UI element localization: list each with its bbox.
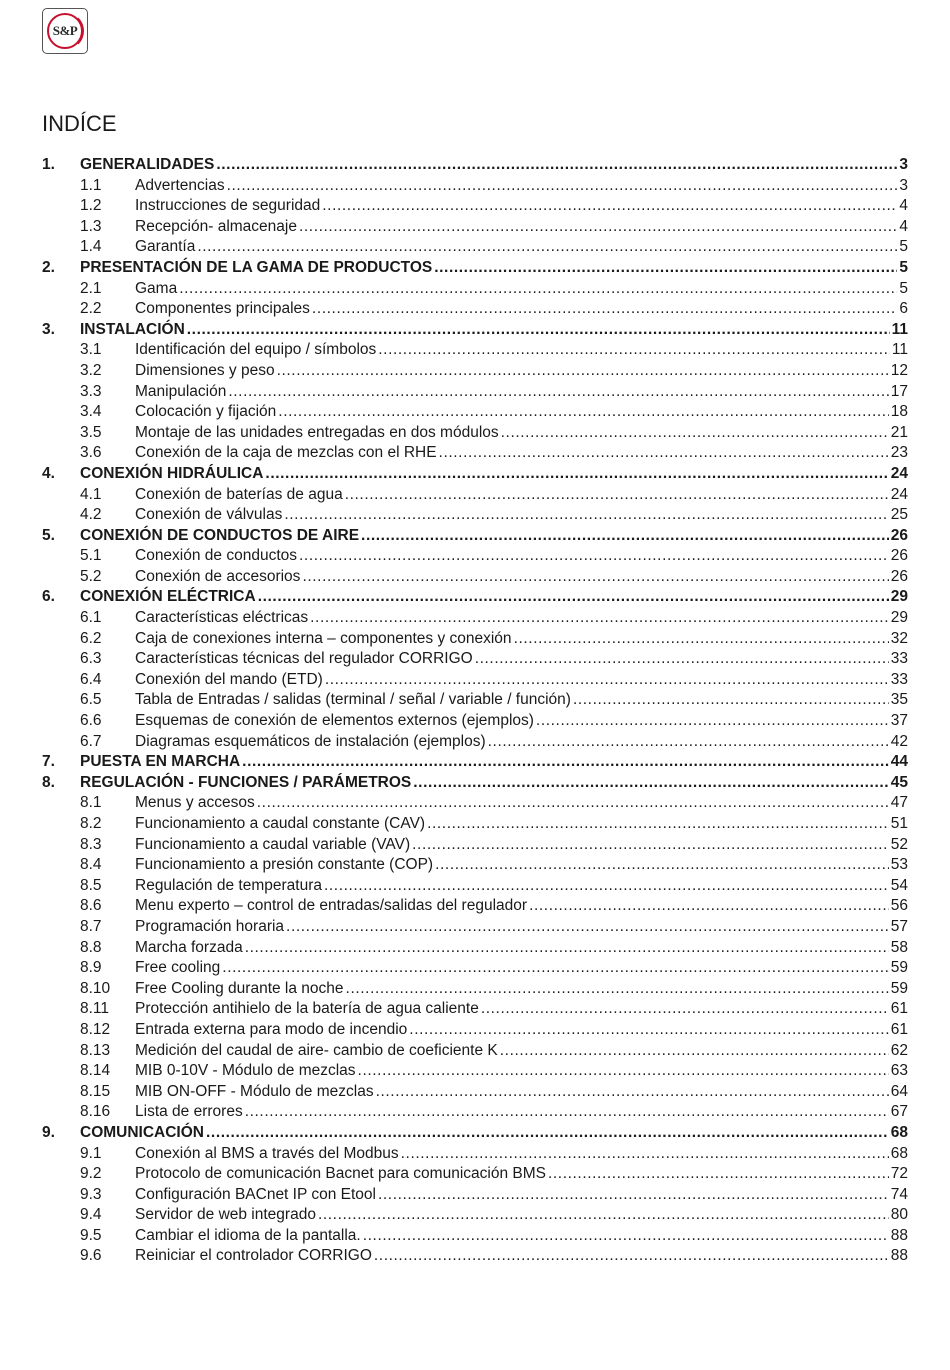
- toc-label: Protocolo de comunicación Bacnet para comunicación BMS: [135, 1165, 546, 1183]
- toc-page-number: 68: [890, 1144, 908, 1162]
- toc-section-row[interactable]: [42, 690, 908, 711]
- toc-leader-dots: [325, 670, 889, 691]
- toc-number: 8.16: [80, 1103, 111, 1121]
- toc-section-row[interactable]: [42, 629, 908, 650]
- toc-leader-dots: [475, 649, 889, 670]
- toc-number: 8.4: [80, 856, 102, 874]
- toc-section-row[interactable]: [42, 670, 908, 691]
- toc-section-row[interactable]: [42, 361, 908, 382]
- toc-label: Conexión de conductos: [135, 547, 298, 565]
- toc-label: Conexión de válvulas: [135, 506, 283, 524]
- toc-page-number: 11: [891, 320, 908, 338]
- toc-section-row[interactable]: [42, 814, 908, 835]
- toc-section-row[interactable]: [42, 1020, 908, 1041]
- page-title: INDÍCE: [42, 111, 117, 136]
- toc-chapter-row[interactable]: [42, 155, 908, 176]
- toc-label: Free Cooling durante la noche: [135, 979, 344, 997]
- toc-label: Diagramas esquemáticos de instalación (ejemplos): [135, 732, 486, 750]
- toc-leader-dots: [401, 1144, 889, 1165]
- toc-section-row[interactable]: [42, 546, 908, 567]
- toc-section-row[interactable]: [42, 567, 908, 588]
- toc-chapter-row[interactable]: [42, 320, 908, 341]
- toc-leader-dots: [514, 629, 889, 650]
- toc-page-number: 37: [890, 712, 908, 730]
- toc-number: 8.6: [80, 897, 102, 915]
- toc-number: 4.1: [80, 485, 102, 503]
- toc-section-row[interactable]: [42, 732, 908, 753]
- logo-text: S&P: [52, 23, 78, 38]
- toc-number: 6.5: [80, 691, 102, 709]
- toc-leader-dots: [222, 958, 888, 979]
- toc-leader-dots: [216, 155, 897, 176]
- toc-section-row[interactable]: [42, 896, 908, 917]
- toc-section-row[interactable]: [42, 382, 908, 403]
- toc-page-number: 3: [899, 156, 908, 173]
- toc-leader-dots: [179, 279, 897, 300]
- toc-number: 3.4: [80, 403, 102, 421]
- toc-label: Funcionamiento a caudal variable (VAV): [135, 835, 411, 853]
- toc-page-number: 26: [890, 567, 908, 585]
- toc-number: 7.: [42, 753, 55, 771]
- toc-label: Conexión al BMS a través del Modbus: [135, 1144, 399, 1162]
- toc-section-row[interactable]: [42, 1246, 908, 1267]
- toc-section-row[interactable]: [42, 1185, 908, 1206]
- toc-leader-dots: [412, 835, 889, 856]
- toc-page-number: 56: [890, 897, 908, 915]
- toc-label: Funcionamiento a caudal constante (CAV): [135, 815, 426, 832]
- toc-section-row[interactable]: [42, 505, 908, 526]
- toc-chapter-row[interactable]: [42, 1123, 908, 1144]
- toc-leader-dots: [322, 196, 897, 217]
- toc-section-row[interactable]: [42, 237, 908, 258]
- toc-leader-dots: [488, 732, 889, 753]
- toc-page-number: 4: [899, 217, 908, 235]
- toc-number: 9.1: [80, 1144, 102, 1162]
- toc-page-number: 5: [899, 238, 908, 256]
- toc-label: REGULACIÓN - FUNCIONES / PARÁMETROS: [80, 773, 412, 791]
- table-of-contents: [42, 155, 908, 1267]
- toc-section-row[interactable]: [42, 1144, 908, 1165]
- toc-label: MIB 0-10V - Módulo de mezclas: [135, 1062, 356, 1080]
- toc-page-number: 57: [890, 917, 908, 935]
- toc-page-number: 44: [890, 753, 908, 771]
- toc-page-number: 5: [899, 279, 908, 297]
- toc-leader-dots: [434, 258, 897, 279]
- toc-leader-dots: [413, 773, 889, 794]
- toc-leader-dots: [481, 999, 889, 1020]
- toc-label: Características eléctricas: [135, 609, 309, 627]
- toc-number: 2.1: [80, 279, 102, 297]
- toc-number: 8.1: [80, 794, 102, 812]
- toc-number: 8.12: [80, 1020, 111, 1038]
- toc-leader-dots: [439, 443, 889, 464]
- toc-number: 8.7: [80, 917, 102, 935]
- toc-section-row[interactable]: [42, 711, 908, 732]
- toc-label: Conexión del mando (ETD): [135, 670, 323, 688]
- toc-number: 6.: [42, 588, 55, 606]
- sp-logo: [42, 8, 88, 54]
- toc-page-number: 11: [891, 341, 908, 359]
- toc-leader-dots: [573, 690, 889, 711]
- toc-page-number: 68: [890, 1123, 908, 1141]
- toc-leader-dots: [257, 793, 889, 814]
- toc-number: 8.10: [80, 979, 111, 997]
- toc-label: Protección antihielo de la batería de agua caliente: [135, 1000, 479, 1018]
- toc-leader-dots: [302, 567, 888, 588]
- toc-chapter-row[interactable]: [42, 752, 908, 773]
- toc-number: 6.3: [80, 650, 102, 668]
- toc-label: Configuración BACnet IP con Etool: [135, 1185, 376, 1203]
- toc-leader-dots: [500, 1041, 889, 1062]
- toc-label: Identificación del equipo / símbolos: [135, 341, 377, 359]
- toc-label: Tabla de Entradas / salidas (terminal / señal / variable / función): [135, 691, 571, 709]
- toc-page-number: 52: [890, 835, 908, 853]
- toc-section-row[interactable]: [42, 340, 908, 361]
- toc-number: 6.2: [80, 629, 102, 647]
- toc-page-number: 26: [890, 547, 908, 565]
- toc-leader-dots: [529, 896, 889, 917]
- toc-page-number: 64: [890, 1082, 908, 1100]
- toc-leader-dots: [409, 1020, 888, 1041]
- toc-chapter-row[interactable]: [42, 773, 908, 794]
- toc-leader-dots: [299, 546, 889, 567]
- toc-page-number: 24: [890, 464, 908, 482]
- toc-section-row[interactable]: [42, 608, 908, 629]
- toc-label: Colocación y fijación: [135, 403, 277, 421]
- toc-number: 8.9: [80, 959, 102, 977]
- toc-number: 1.2: [80, 197, 102, 215]
- toc-label: Reiniciar el controlador CORRIGO: [135, 1247, 372, 1265]
- toc-leader-dots: [363, 1226, 889, 1247]
- toc-page-number: 23: [890, 444, 908, 462]
- toc-section-row[interactable]: [42, 793, 908, 814]
- toc-page-number: 29: [890, 609, 908, 627]
- toc-label: COMUNICACIÓN: [80, 1123, 204, 1141]
- toc-leader-dots: [536, 711, 889, 732]
- toc-number: 6.4: [80, 670, 102, 688]
- toc-page-number: 72: [890, 1165, 908, 1183]
- toc-label: Servidor de web integrado: [135, 1206, 316, 1224]
- toc-section-row[interactable]: [42, 1226, 908, 1247]
- toc-number: 6.1: [80, 609, 102, 627]
- toc-section-row[interactable]: [42, 485, 908, 506]
- toc-leader-dots: [197, 237, 897, 258]
- toc-page-number: 59: [890, 959, 908, 977]
- toc-label: Gama: [135, 279, 178, 297]
- toc-section-row[interactable]: [42, 958, 908, 979]
- toc-section-row[interactable]: [42, 1205, 908, 1226]
- toc-label: Garantía: [135, 238, 196, 256]
- toc-number: 8.15: [80, 1082, 111, 1100]
- toc-number: 2.2: [80, 300, 102, 318]
- toc-number: 3.6: [80, 444, 102, 462]
- toc-section-row[interactable]: [42, 1164, 908, 1185]
- toc-page-number: 33: [890, 670, 908, 688]
- toc-label: CONEXIÓN ELÉCTRICA: [80, 588, 256, 606]
- toc-page-number: 3: [899, 176, 908, 194]
- toc-leader-dots: [187, 320, 890, 341]
- toc-leader-dots: [374, 1246, 889, 1267]
- toc-number: 4.2: [80, 506, 102, 524]
- toc-label: Advertencias: [135, 176, 225, 194]
- toc-page-number: 42: [890, 732, 908, 750]
- toc-page-number: 63: [890, 1062, 908, 1080]
- toc-label: Funcionamiento a presión constante (COP): [135, 856, 434, 874]
- toc-page-number: 18: [890, 403, 908, 421]
- toc-leader-dots: [284, 505, 888, 526]
- toc-section-row[interactable]: [42, 1041, 908, 1062]
- toc-leader-dots: [318, 1205, 889, 1226]
- toc-label: PUESTA EN MARCHA: [80, 753, 241, 771]
- toc-number: 8.13: [80, 1041, 111, 1059]
- toc-page-number: 35: [890, 691, 908, 709]
- toc-leader-dots: [206, 1123, 889, 1144]
- toc-leader-dots: [310, 608, 889, 629]
- toc-label: MIB ON-OFF - Módulo de mezclas: [135, 1082, 374, 1100]
- toc-chapter-row[interactable]: [42, 258, 908, 279]
- toc-page-number: 88: [890, 1247, 908, 1265]
- toc-label: GENERALIDADES: [80, 156, 215, 173]
- toc-chapter-row[interactable]: [42, 526, 908, 547]
- toc-label: Dimensiones y peso: [135, 361, 275, 379]
- toc-label: Entrada externa para modo de incendio: [135, 1020, 408, 1038]
- toc-section-row[interactable]: [42, 999, 908, 1020]
- toc-number: 9.5: [80, 1226, 102, 1244]
- toc-number: 9.6: [80, 1247, 102, 1265]
- toc-number: 8.14: [80, 1062, 111, 1080]
- toc-number: 8.2: [80, 815, 102, 832]
- toc-leader-dots: [345, 485, 889, 506]
- toc-leader-dots: [258, 587, 889, 608]
- toc-label: CONEXIÓN DE CONDUCTOS DE AIRE: [80, 526, 360, 544]
- toc-label: Cambiar el idioma de la pantalla.: [135, 1226, 361, 1244]
- toc-leader-dots: [378, 340, 890, 361]
- toc-label: Programación horaria: [135, 917, 285, 935]
- toc-page-number: 58: [890, 938, 908, 956]
- toc-number: 9.2: [80, 1165, 102, 1183]
- toc-leader-dots: [361, 526, 889, 547]
- toc-section-row[interactable]: [42, 979, 908, 1000]
- toc-page-number: 67: [890, 1103, 908, 1121]
- toc-number: 5.1: [80, 547, 102, 565]
- toc-leader-dots: [245, 1102, 889, 1123]
- toc-leader-dots: [427, 814, 889, 835]
- toc-label: Conexión de baterías de agua: [135, 485, 343, 503]
- toc-leader-dots: [299, 217, 897, 238]
- toc-section-row[interactable]: [42, 1082, 908, 1103]
- toc-page-number: 51: [890, 815, 908, 832]
- toc-leader-dots: [548, 1164, 889, 1185]
- toc-number: 3.2: [80, 361, 102, 379]
- toc-page-number: 74: [890, 1185, 908, 1203]
- toc-page-number: 61: [890, 1000, 908, 1018]
- toc-label: Menus y accesos: [135, 794, 255, 812]
- toc-number: 1.: [42, 156, 55, 173]
- toc-leader-dots: [435, 855, 889, 876]
- toc-label: Medición del caudal de aire- cambio de coeficiente K: [135, 1041, 498, 1059]
- toc-page-number: 62: [890, 1041, 908, 1059]
- toc-leader-dots: [324, 876, 889, 897]
- toc-page-number: 5: [899, 258, 908, 276]
- toc-section-row[interactable]: [42, 938, 908, 959]
- toc-section-row[interactable]: [42, 855, 908, 876]
- toc-page-number: 61: [890, 1020, 908, 1038]
- toc-number: 5.2: [80, 567, 102, 585]
- toc-page-number: 21: [890, 423, 908, 441]
- toc-label: Free cooling: [135, 959, 221, 977]
- toc-page-number: 53: [890, 856, 908, 874]
- toc-section-row[interactable]: [42, 876, 908, 897]
- toc-leader-dots: [286, 917, 889, 938]
- toc-page-number: 29: [890, 588, 908, 606]
- toc-chapter-row[interactable]: [42, 464, 908, 485]
- toc-leader-dots: [265, 464, 888, 485]
- toc-number: 8.5: [80, 876, 102, 894]
- toc-page-number: 59: [890, 979, 908, 997]
- toc-page-number: 45: [890, 773, 908, 791]
- toc-section-row[interactable]: [42, 835, 908, 856]
- toc-section-row[interactable]: [42, 217, 908, 238]
- toc-label: Caja de conexiones interna – componentes y conexión: [135, 629, 512, 647]
- toc-number: 5.: [42, 526, 55, 544]
- toc-label: Conexión de la caja de mezclas con el RHE: [135, 444, 437, 462]
- toc-label: Características técnicas del regulador CORRIGO: [135, 650, 473, 668]
- toc-leader-dots: [227, 176, 898, 197]
- toc-number: 8.8: [80, 938, 102, 956]
- toc-number: 1.4: [80, 238, 102, 256]
- toc-number: 6.6: [80, 712, 102, 730]
- logo-emblem: [47, 13, 83, 49]
- toc-section-row[interactable]: [42, 176, 908, 197]
- toc-leader-dots: [312, 299, 897, 320]
- toc-number: 2.: [42, 258, 55, 276]
- toc-page-number: 54: [890, 876, 908, 894]
- toc-page-number: 25: [890, 506, 908, 524]
- toc-page-number: 6: [899, 300, 908, 318]
- toc-number: 8.11: [80, 1000, 110, 1018]
- toc-leader-dots: [501, 423, 889, 444]
- toc-label: PRESENTACIÓN DE LA GAMA DE PRODUCTOS: [80, 258, 433, 276]
- toc-number: 6.7: [80, 732, 102, 750]
- toc-page-number: 88: [890, 1226, 908, 1244]
- toc-number: 3.3: [80, 382, 102, 400]
- toc-number: 9.4: [80, 1206, 102, 1224]
- toc-label: INSTALACIÓN: [80, 320, 185, 338]
- toc-label: Esquemas de conexión de elementos externos (ejemplos): [135, 712, 534, 730]
- toc-label: Menu experto – control de entradas/salidas del regulador: [135, 897, 528, 915]
- toc-section-row[interactable]: [42, 299, 908, 320]
- toc-number: 8.: [42, 773, 55, 791]
- toc-label: Regulación de temperatura: [135, 876, 322, 894]
- toc-number: 9.: [42, 1123, 55, 1141]
- toc-section-row[interactable]: [42, 402, 908, 423]
- toc-leader-dots: [228, 382, 888, 403]
- toc-chapter-row[interactable]: [42, 587, 908, 608]
- toc-leader-dots: [378, 1185, 889, 1206]
- toc-label: Recepción- almacenaje: [135, 217, 297, 235]
- toc-section-row[interactable]: [42, 1102, 908, 1123]
- toc-section-row[interactable]: [42, 443, 908, 464]
- toc-section-row[interactable]: [42, 1061, 908, 1082]
- toc-label: Componentes principales: [135, 300, 310, 318]
- toc-section-row[interactable]: [42, 279, 908, 300]
- toc-section-row[interactable]: [42, 649, 908, 670]
- toc-number: 4.: [42, 464, 55, 482]
- toc-number: 9.3: [80, 1185, 102, 1203]
- toc-leader-dots: [245, 938, 889, 959]
- toc-label: Manipulación: [135, 382, 227, 400]
- toc-leader-dots: [278, 402, 888, 423]
- toc-section-row[interactable]: [42, 196, 908, 217]
- toc-page-number: 80: [890, 1206, 908, 1224]
- toc-label: Instrucciones de seguridad: [135, 197, 321, 215]
- toc-page-number: 26: [890, 526, 908, 544]
- toc-page-number: 17: [890, 382, 908, 400]
- toc-number: 3.5: [80, 423, 102, 441]
- toc-number: 3.: [42, 320, 55, 338]
- toc-section-row[interactable]: [42, 917, 908, 938]
- toc-leader-dots: [277, 361, 889, 382]
- toc-label: Montaje de las unidades entregadas en dos módulos: [135, 423, 499, 441]
- toc-label: CONEXIÓN HIDRÁULICA: [80, 464, 264, 482]
- toc-leader-dots: [376, 1082, 889, 1103]
- toc-leader-dots: [358, 1061, 889, 1082]
- toc-label: Lista de errores: [135, 1103, 243, 1121]
- toc-page-number: 24: [890, 485, 908, 503]
- toc-number: 1.3: [80, 217, 102, 235]
- toc-section-row[interactable]: [42, 423, 908, 444]
- toc-page-number: 12: [890, 361, 908, 379]
- toc-label: Conexión de accesorios: [135, 567, 301, 585]
- toc-page-number: 47: [890, 794, 908, 812]
- toc-leader-dots: [242, 752, 889, 773]
- toc-page-number: 33: [890, 650, 908, 668]
- toc-leader-dots: [346, 979, 889, 1000]
- toc-page-number: 32: [890, 629, 908, 647]
- toc-number: 8.3: [80, 835, 102, 853]
- toc-label: Marcha forzada: [135, 938, 243, 956]
- toc-number: 1.1: [80, 176, 102, 194]
- toc-page-number: 4: [899, 197, 908, 215]
- toc-number: 3.1: [80, 341, 102, 359]
